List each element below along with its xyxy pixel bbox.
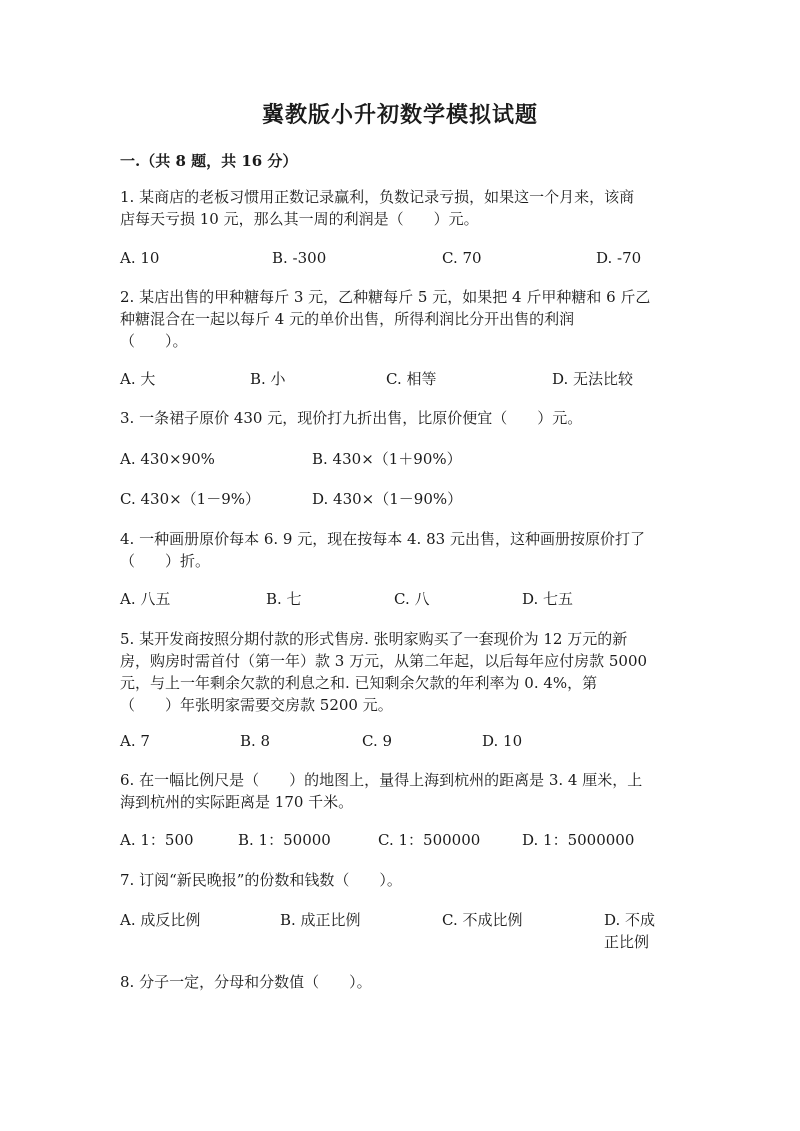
option-d[interactable]: D. 七五 [522, 590, 574, 608]
option-c[interactable]: C. 430×（1－9%） [120, 490, 261, 508]
question-1 [120, 186, 680, 230]
options-q4 [120, 588, 680, 610]
question-2 [120, 286, 680, 352]
option-a[interactable]: A. 八五 [120, 590, 171, 608]
option-c[interactable]: C. 不成比例 [442, 911, 523, 929]
options-q2 [120, 368, 680, 390]
options-q6 [120, 829, 680, 851]
option-b[interactable]: B. -300 [272, 249, 327, 267]
question-7 [120, 869, 680, 891]
options-q7 [120, 909, 680, 953]
question-4 [120, 528, 680, 572]
question-line: 4. 一种画册原价每本 6. 9 元，现在按每本 4. 83 元出售，这种画册按原价打了 [120, 530, 645, 548]
question-line: （ ）折。 [120, 552, 211, 570]
question-line: 房，购房时需首付（第一年）款 3 万元，从第二年起，以后每年应付房款 5000 [120, 652, 648, 670]
exam-title: 冀教版小升初数学模拟试题 [261, 102, 538, 128]
option-a[interactable]: A. 10 [120, 249, 160, 267]
option-b[interactable]: B. 8 [240, 732, 271, 750]
option-b[interactable]: B. 1：50000 [238, 831, 331, 849]
option-c[interactable]: C. 相等 [386, 370, 437, 388]
question-line: 1. 某商店的老板习惯用正数记录赢利，负数记录亏损，如果这一个月来，该商 [120, 188, 635, 206]
question-line: （ ）。 [120, 332, 188, 350]
question-line: 店每天亏损 10 元，那么其一周的利润是（ ）元。 [120, 210, 479, 228]
question-line: 5. 某开发商按照分期付款的形式售房. 张明家购买了一套现价为 12 万元的新 [120, 630, 628, 648]
options-q1 [120, 247, 680, 269]
option-c[interactable]: C. 9 [362, 732, 393, 750]
option-d[interactable]: D. 10 [482, 732, 523, 750]
question-line: 6. 在一幅比例尺是（ ）的地图上，量得上海到杭州的距离是 3. 4 厘米，上 [120, 771, 643, 789]
question-line: 海到杭州的实际距离是 170 千米。 [120, 793, 354, 811]
question-line: 8. 分子一定，分母和分数值（ ）。 [120, 973, 372, 991]
option-d[interactable]: D. 430×（1－90%） [312, 490, 463, 508]
option-a[interactable]: A. 430×90% [120, 450, 215, 468]
question-5 [120, 628, 680, 716]
question-line: 2. 某店出售的甲种糖每斤 3 元，乙种糖每斤 5 元，如果把 4 斤甲种糖和 6 斤乙 [120, 288, 651, 306]
option-a[interactable]: A. 1：500 [120, 831, 194, 849]
question-line: 元，与上一年剩余欠款的利息之和. 已知剩余欠款的年利率为 0. 4%，第 [120, 674, 598, 692]
options-q3-row1 [120, 448, 680, 470]
question-8 [120, 971, 680, 993]
option-c[interactable]: C. 八 [394, 590, 430, 608]
option-c[interactable]: C. 1：500000 [378, 831, 481, 849]
option-b[interactable]: B. 430×（1＋90%） [312, 450, 462, 468]
option-d[interactable]: D. -70 [596, 249, 642, 267]
option-d[interactable]: D. 无法比较 [552, 370, 634, 388]
question-3 [120, 407, 680, 429]
options-q3-row2 [120, 488, 680, 510]
option-c[interactable]: C. 70 [442, 249, 482, 267]
options-q5 [120, 730, 680, 752]
question-line: 种糖混合在一起以每斤 4 元的单价出售，所得利润比分开出售的利润 [120, 310, 575, 328]
option-d[interactable]: D. 不成正比例 [604, 911, 656, 951]
question-line: 3. 一条裙子原价 430 元，现价打九折出售，比原价便宜（ ）元。 [120, 409, 583, 427]
option-a[interactable]: A. 7 [120, 732, 150, 750]
option-d[interactable]: D. 1：5000000 [522, 831, 635, 849]
section-header: 一.（共 8 题，共 16 分） [120, 152, 298, 170]
option-b[interactable]: B. 小 [250, 370, 286, 388]
question-line: （ ）年张明家需要交房款 5200 元。 [120, 696, 393, 714]
option-b[interactable]: B. 成正比例 [280, 911, 361, 929]
question-line: 7. 订阅“新民晚报”的份数和钱数（ ）。 [120, 871, 402, 889]
option-a[interactable]: A. 成反比例 [120, 911, 201, 929]
option-a[interactable]: A. 大 [120, 370, 156, 388]
option-b[interactable]: B. 七 [266, 590, 302, 608]
question-6 [120, 769, 680, 813]
